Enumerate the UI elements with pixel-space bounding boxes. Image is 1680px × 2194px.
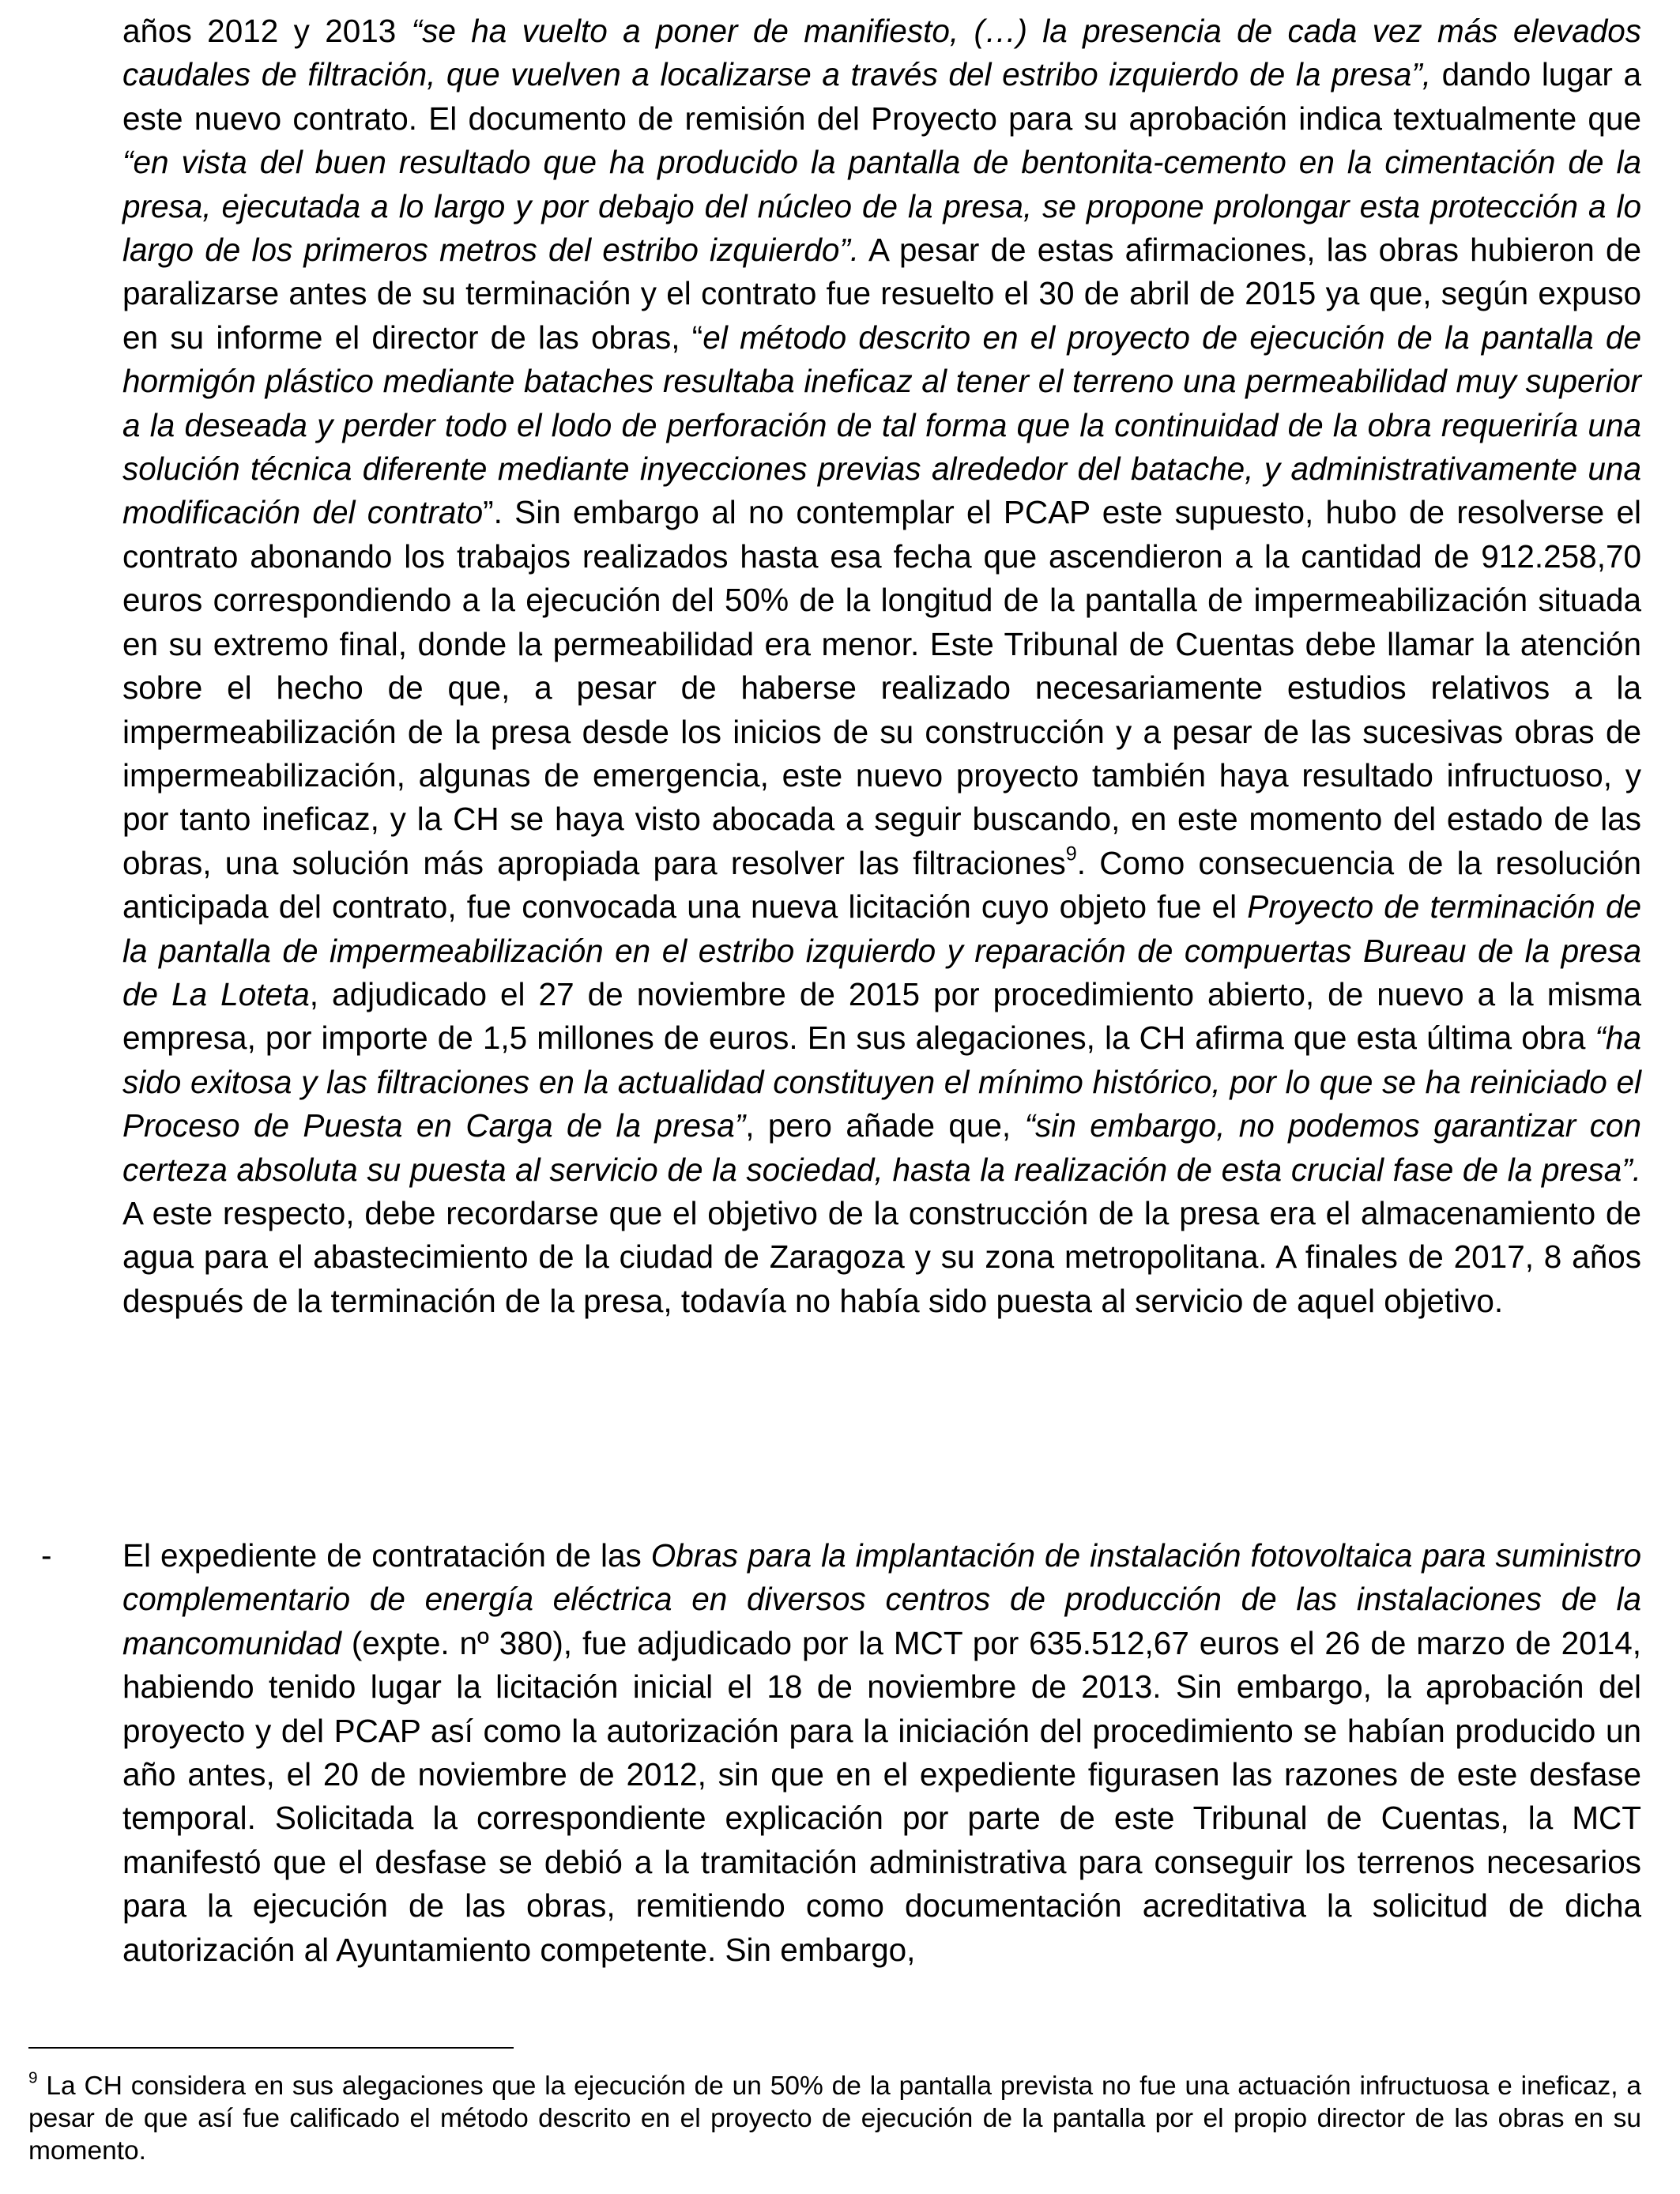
quote-italic: “en vista del buen resultado que ha producido la pantalla de bentonita-cemento en la cimentación de la presa, ejecutada a lo largo y por debajo del núcleo de la presa, se propone prolongar esta protección a lo largo de los primeros metros del estribo izquierdo”.	[122, 144, 1641, 269]
quote-italic: “se ha vuelto a poner de manifiesto, (…) la presencia de cada vez más elevados caudales de filtración, que vuelven a localizarse a través del estribo izquierdo de la presa”,	[122, 13, 1641, 93]
body-paragraph-dam	[122, 9, 1641, 1323]
text-run: (expte. nº 380), fue adjudicado por la MCT por 635.512,67 euros el 26 de marzo de 2014, habiendo tenido lugar la licitación inicial el 18 de noviembre de 2013. Sin embargo, la aprobación del proyecto y del PCAP así como la autorización para la iniciación del procedimiento se habían producido un año antes, el 20 de noviembre de 2012, sin que en el expediente figurasen las razones de este desfase temporal. Solicitada la correspondiente explicación por parte de este Tribunal de Cuentas, la MCT manifestó que el desfase se debió a la tramitación administrativa para conseguir los terrenos necesarios para la ejecución de las obras, remitiendo como documentación acreditativa la solicitud de dicha autorización al Ayuntamiento competente. Sin embargo,	[122, 1624, 1641, 1968]
footnote-separator	[28, 2047, 514, 2049]
quote-italic: el método descrito en el proyecto de ejecución de la pantalla de hormigón plástico mediante bataches resultaba ineficaz al tener el terreno una permeabilidad muy superior a la deseada y perder todo el lodo de perforación de tal forma que la continuidad de la obra requeriría una solución técnica diferente mediante inyecciones previas alrededor del batache, y administrativamente una modificación del contrato	[122, 319, 1642, 531]
text-run: dando lugar a este nuevo contrato. El documento de remisión del Proyecto para su aprobación indica textualmente que	[122, 56, 1641, 137]
project-title-italic: Proyecto de terminación de la pantalla de impermeabilización en el estribo izquierdo y reparación de compuertas Bureau de la presa de La Loteta	[122, 888, 1641, 1012]
footnote-text: La CH considera en sus alegaciones que la ejecución de un 50% de la pantalla prevista no fue una actuación infructuosa e ineficaz, a pesar de que así fue calificado el método descrito en el proyecto de ejecución de la pantalla por el propio director de las obras en su momento.	[28, 2071, 1641, 2166]
text-run: años 2012 y 2013	[122, 13, 412, 49]
quote-italic: “ha sido exitosa y las filtraciones en la actualidad constituyen el mínimo histórico, por lo que se ha reiniciado el Proceso de Puesta en Carga de la presa”	[122, 1020, 1641, 1144]
text-run: A este respecto, debe recordarse que el objetivo de la construcción de la presa era el almacenamiento de agua para el abastecimiento de la ciudad de Zaragoza y su zona metropolitana. A finales de 2017, 8 años después de la terminación de la presa, todavía no había sido puesta al servicio de aquel objetivo.	[122, 1194, 1641, 1319]
text-run: , pero añade que,	[745, 1107, 1025, 1144]
text-run: A pesar de estas afirmaciones, las obras hubieron de paralizarse antes de su terminación y el contrato fue resuelto el 30 de abril de 2015 ya que, según expuso en su informe el director de las obras, “	[122, 232, 1641, 356]
body-paragraph-photovoltaic	[122, 1534, 1641, 1972]
text-run: ”. Sin embargo al no contemplar el PCAP este supuesto, hubo de resolverse el contrato abonando los trabajos realizados hasta esa fecha que ascendieron a la cantidad de 912.258,70 euros correspondiendo a la ejecución del 50% de la longitud de la pantalla de impermeabilización situada en su extremo final, donde la permeabilidad era menor. Este Tribunal de Cuentas debe llamar la atención sobre el hecho de que, a pesar de haberse realizado necesariamente estudios relativos a la impermeabilización de la presa desde los inicios de su construcción y a pesar de las sucesivas obras de impermeabilización, algunas de emergencia, este nuevo proyecto también haya resultado infructuoso, y por tanto ineficaz, y la CH se haya visto abocada a seguir buscando, en este momento del estado de las obras, una solución más apropiada para resolver las filtraciones	[122, 494, 1641, 881]
footnote-number: 9	[28, 2068, 38, 2087]
quote-italic: “sin embargo, no podemos garantizar con certeza absoluta su puesta al servicio de la sociedad, hasta la realización de esta crucial fase de la presa”.	[122, 1107, 1641, 1188]
text-run: . Como consecuencia de la resolución anticipada del contrato, fue convocada una nueva licitación cuyo objeto fue el	[122, 844, 1641, 925]
text-run: El expediente de contratación de las	[122, 1537, 651, 1574]
project-title-italic: Obras para la implantación de instalación fotovoltaica para suministro complementario de energía eléctrica en diversos centros de producción de las instalaciones de la mancomunidad	[122, 1537, 1642, 1661]
footnote-reference[interactable]: 9	[1065, 843, 1077, 865]
list-bullet-dash: -	[41, 1537, 52, 1574]
text-run: , adjudicado el 27 de noviembre de 2015 por procedimiento abierto, de nuevo a la misma empresa, por importe de 1,5 millones de euros. En sus alegaciones, la CH afirma que esta última obra	[122, 975, 1641, 1057]
footnote	[28, 2070, 1641, 2167]
